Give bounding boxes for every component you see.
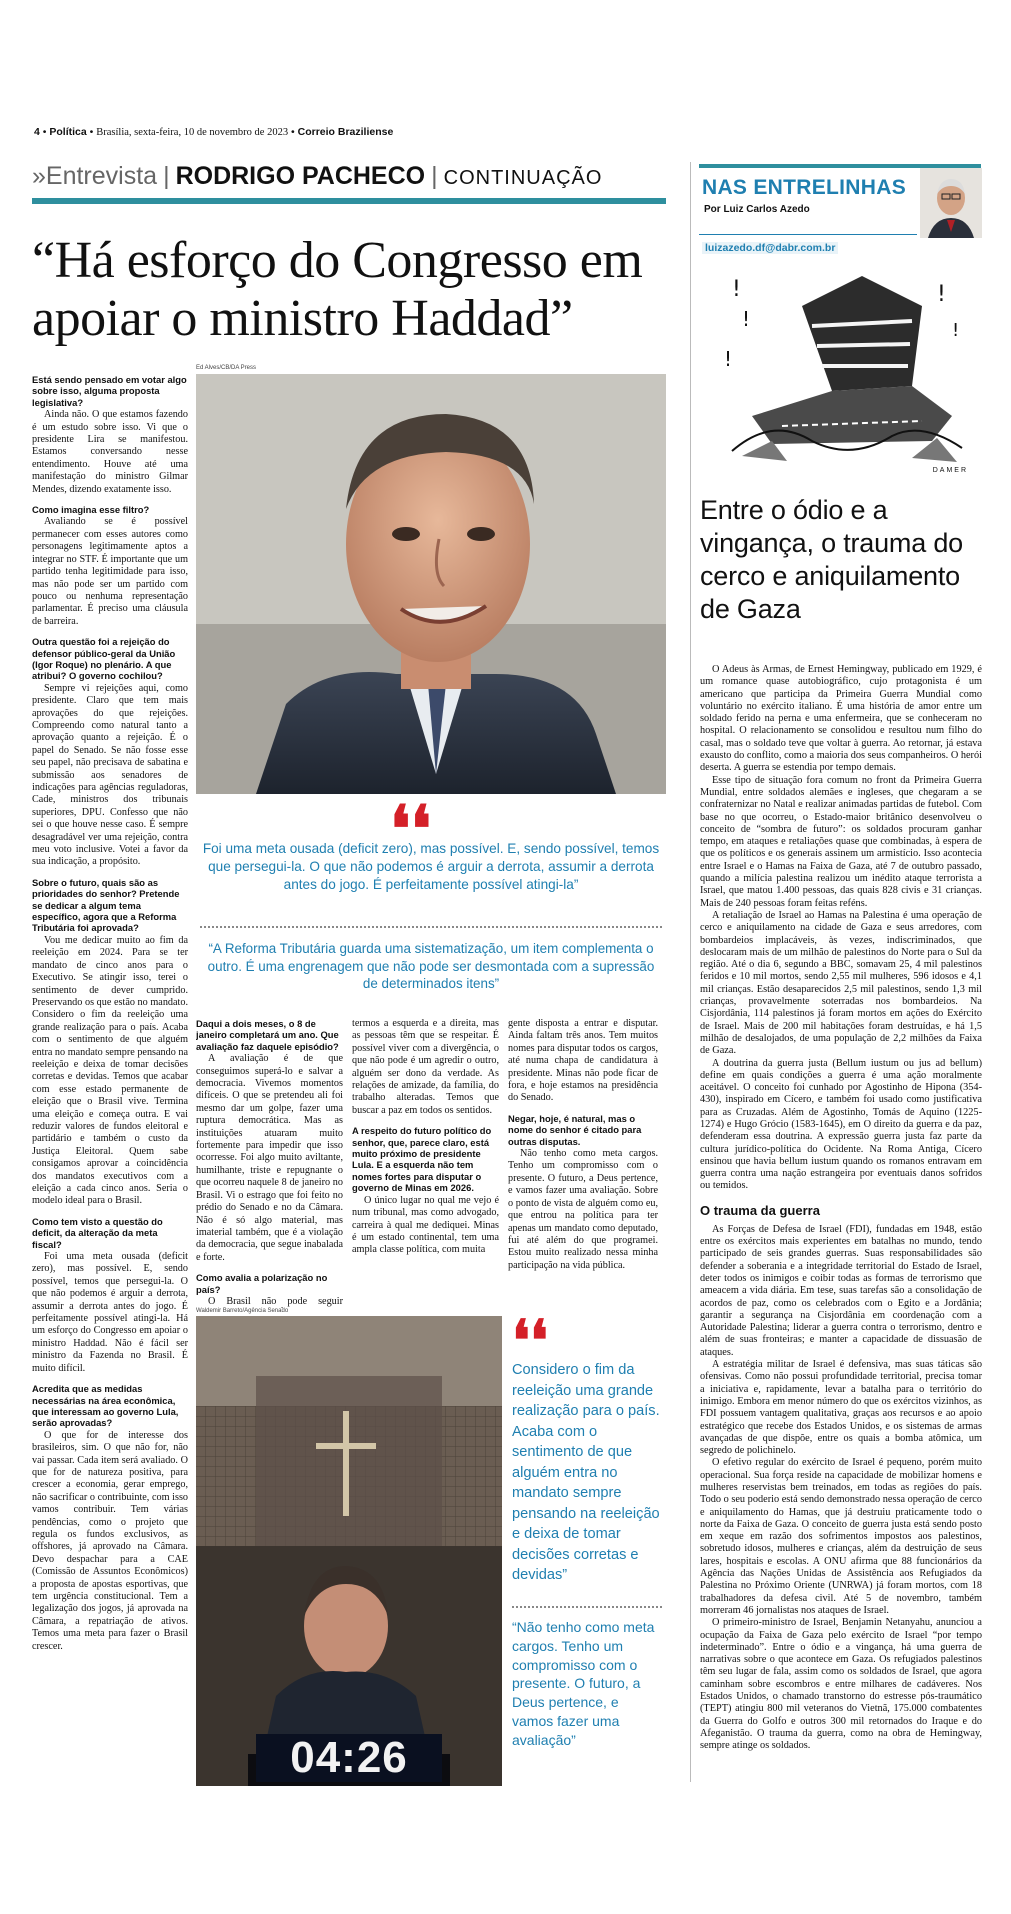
column-body [700, 664, 982, 1782]
interview-question: Sobre o futuro, quais são as prioridades do senhor? Pretende se dedicar a algum tema específico, agora que a Reforma Tributária foi aprovada? [32, 876, 180, 934]
interview-answer: Ainda não. O que estamos fazendo é um estudo sobre isso. Vi que o presidente Lira se manifestou. Estamos conversando nesse entendimento. Houve até uma manifestação do ministro Gilmar Mendes, dizendo exatamente isso. [32, 409, 188, 495]
section-kicker: »Entrevista [32, 162, 158, 190]
pull-quote-second: “A Reforma Tributária guarda uma sistematização, um item complementa o outro. É uma engrenagem que não pode ser desmontada com a supressão de determinados itens” [207, 941, 655, 991]
continuation-tag: CONTINUAÇÃO [443, 167, 603, 189]
interview-question: Como tem visto a questão do deficit, da alteração da meta fiscal? [32, 1215, 163, 1250]
columnist-avatar [920, 168, 982, 238]
senate-plenary-photo [196, 1316, 502, 1786]
column-name: NAS ENTRELINHAS [702, 176, 907, 199]
column-paragraph: O efetivo regular do exército de Israel é pequeno, porém muito operacional. Sua força reside na capacidade de mobilizar homens e mulheres reservistas bem treinados, em todas as regiões do país. Todo o seu poderio está sendo demonstrado nessa operação de cerco e aniquilamento do Hamas, que já destruiu praticamente todo o norte da Faixa de Gaza. O conceito de guerra justa está sendo posto em xeque em razão dos sofrimentos impostos aos palestinos, sobretudo idosos, mulheres e crianças, além da destruição de seus lares, hospitais e escolas. A ONU afirma que 88 funcionários da Agência das Nações Unidas de Assistência aos Refugiados da Palestina no Próximo Oriente (UNRWA) já foram mortos, com 18 trabalhadores da defesa civil. Até 5 de novembro, também morreram 46 jornalistas nos ataques de Israel. [700, 1457, 982, 1616]
interview-question: Daqui a dois meses, o 8 de janeiro completará um ano. Que avaliação faz daquele episódio? [196, 1018, 339, 1052]
pull-quote-rule [200, 926, 662, 928]
pull-quote-main: Foi uma meta ousada (deficit zero), mas possível. E, sendo possível, temos que persegui-la. O que não podemos é arguir a derrota, assumir a derrota antes do jogo. É perfeitamente possível atingi-la” [202, 841, 660, 892]
svg-text:!: ! [742, 307, 751, 331]
column-paragraph: Esse tipo de situação fora comum no front da Primeira Guerra Mundial, entre soldados alemães e ingleses, que chegaram a se confraternizar no Natal e realizar animadas partidas de futebol. Com base no que ocorreu, o Estado-maior britânico desenvolveu o conceito de “sombra de futuro”: os soldados procuram ganhar tempo, em ataques e retaliações quase que combinadas, à espera de que os políticos e os generais assinem um armistício. Isso acontecia entre Israel e o Hamas na Faixa de Gaza, até 7 de outubro passado, quando a milícia palestina realizou um inédito ataque terrorista a Israel, que matou 1.400 pessoas, das quais 828 civis e 31 crianças. Mais de 240 pessoas foram feitas reféns. [700, 774, 982, 909]
editorial-cartoon [712, 266, 974, 476]
section-header: »Entrevista | RODRIGO PACHECO | CONTINUAÇÃO [32, 162, 603, 190]
interview-answer: Sempre vi rejeições aqui, como presidente. Claro que tem mais aprovações do que rejeições. Compreendo como natural tanto a aprovação quanto a rejeição. É o papel do Senado. Se não fosse esse seu papel, não precisava de sabatina e submissão aos senadores de indicações para agências reguladoras, Cade, ministros dos tribunais superiores, DPU. Confesso que não sei o que houve nesse caso. É sempre desagradável ver uma rejeição, contra meu voto inclusive. Votei a favor da sua indicação, a propósito. [32, 682, 188, 868]
column-headline: Entre o ódio e a vingança, o trauma do cerco e aniquilamento de Gaza [700, 495, 963, 624]
interview-column-3 [352, 1018, 499, 1308]
interview-column-1 [32, 374, 188, 1774]
interview-answer-continued: gente disposta a entrar e disputar. Ainda faltam três anos. Tem muitos nomes para disputar todos os cargos, até numa chapa de candidatura à presidente. Minas não pode ficar de fora, e hoje estamos na presidência do Senado. [508, 1018, 658, 1104]
pull-quote-side-1: Considero o fim da reeleição uma grande realização para o país. Acaba com o sentimento de que alguém entra no mandato sempre pensando na reeleição e deixa de tomar decisões corretas e devidas” [512, 1362, 660, 1583]
interview-answer: Avaliando se é possível permanecer com esses autores como personagens legitimamente aptos a integrar no STF. É importante que um partido tenha legitimidade para isso, mas não pode ser um partido com pouco ou nenhuma representação parlamentar. É preciso uma cláusula de barreira. [32, 516, 188, 627]
interview-answer: O único lugar no qual me vejo é num tribunal, mas como advogado, carreira à qual me dediquei. Minas é um estado continental, tem uma ampla classe política, com muita [352, 1194, 499, 1256]
headline: “Há esforço do Congresso em apoiar o ministro Haddad” [32, 232, 643, 347]
interview-column-4 [508, 1018, 658, 1314]
column-paragraph: As Forças de Defesa de Israel (FDI), fundadas em 1948, estão entre os exércitos mais experientes em batalhas no mundo, tendo participado de seis grandes guerras. Suas responsabilidades são defender a soberania e a integridade territorial do Estado de Israel, deter todos os inimigos e coibir todas as formas de terrorismo que ameacem a vida diária. Em tese, suas tarefas são a consolidação de acordos de paz, como os celebrados com o Egito e a Jordânia; garantir a segurança na Cisjordânia em coordenação com a Autoridade Palestina; liderar a guerra contra o terrorismo, dentro e além de suas fronteiras; e manter a capacidade de dissuasão de ataques. [700, 1223, 982, 1358]
folio-page: 4 [34, 126, 40, 138]
interview-answer-continued: termos a esquerda e a direita, mas as pessoas têm que se respeitar. É possível viver com a divergência, o que não pode é um agredir o outro, alguém ser dono da verdade. As relações de amizade, da família, do trabalho alteradas. Temos que buscar a paz em todos os sentidos. [352, 1018, 499, 1116]
interview-question: Está sendo pensado em votar algo sobre isso, alguma proposta legislativa? [32, 374, 187, 408]
svg-text:!: ! [724, 347, 733, 371]
cartoon-signature: DAMER [932, 467, 968, 474]
column-paragraph: A estratégia militar de Israel é defensiva, mas suas táticas são ofensivas. Como não possui profundidade territorial, precisa tomar a iniciativa e, rapidamente, levar a batalha para o território do inimigo. Embora em menor número do que os exércitos vizinhos, as FDI possuem vantagem qualitativa, graças aos recursos e ao apoio estratégico que recebe dos Estados Unidos, e os sistemas de armas avançadas de que dispõe, entre os quais a bomba atômica, um segredo de polichinelo. [700, 1359, 982, 1457]
screen-clock: 04:26 [256, 1734, 442, 1782]
side-quote-rule [512, 1606, 662, 1608]
quote-mark-icon-2: ❛❛ [512, 1311, 549, 1373]
column-author: Por Luiz Carlos Azedo [704, 204, 810, 215]
interview-answer: O Brasil não pode seguir [208, 1295, 343, 1307]
photo2-credit: Waldemir Barreto/Agência Senado [196, 1308, 289, 1314]
header-rule [32, 198, 666, 204]
interview-answer: Vou me dedicar muito ao fim da reeleição em 2024. Para se ter mandato de cinco anos para o Executivo. Se atingir isso, terei o sentimento de dever cumprido. Preservando os que estão no mandato. Considero o fim da reeleição uma grande realização para o país. Acaba com o sentimento de que alguém entra no mandato sempre pensando na reeleição e deixa de tomar decisões corretas e devidas. Temos que acabar com esse estado permanente de eleição que o Brasil vive. Termina uma eleição e começa outra. E vai reduzir valores de fundos eleitoral e partidário e também o custo da Justiça Eleitoral. Quem sabe consigamos aprovar a coincidência dos mandatos executivos com a eleição a cada cinco anos. Seria o modelo ideal para o Brasil. [32, 934, 188, 1207]
column-paragraph: O primeiro-ministro de Israel, Benjamin Netanyahu, anunciou a ocupação da Faixa de Gaza pelo exército de Israel “por tempo indeterminado”. Entre o ódio e a vingança, há uma guerra de narrativas sobre o que acontece em Gaza. Os refugiados palestinos têm seu lugar de fala, assim como os soldados de Israel, que agora caminham sobre escombros e entre milhares de cadáveres. Nos Estados Unidos, o chamado transtorno do estresse pós-traumático (TEPT) atingiu 800 mil veteranos do Vietnã, 175.000 combatentes da Guerra do Golfo e outros 300 mil retornados do Iraque e do Afeganistão. O trauma da guerra, como na obra de Hemingway, sempre atinge os soldados. [700, 1617, 982, 1752]
svg-text:!: ! [732, 277, 741, 302]
interview-column-2 [196, 1018, 343, 1308]
plenary-illustration [196, 1316, 502, 1786]
cartoon-illustration [712, 266, 974, 476]
interview-question: Negar, hoje, é natural, mas o nome do senhor é citado para outras disputas. [508, 1112, 642, 1147]
folio-section: Política [49, 126, 87, 138]
svg-text:!: ! [952, 320, 960, 341]
portrait-illustration [196, 374, 666, 794]
folio-paper: Correio Braziliense [297, 126, 394, 138]
interview-question: A respeito do futuro político do senhor, que, parece claro, está muito próximo de presidente Lula. E a esquerda não tem nomes fortes para disputar o governo de Minas em 2026. [352, 1125, 492, 1194]
interviewee-name: RODRIGO PACHECO [175, 162, 426, 190]
photo1-credit: Ed Alves/CB/DA Press [196, 365, 257, 371]
svg-text:!: ! [937, 282, 946, 307]
interview-answer: A avaliação é de que conseguimos superá-lo e salvar a democracia. Vivemos momentos difíceis. O que se pretendeu ali foi mesmo dar um golpe, fazer uma ruptura democrática. Mas as instituições atuaram muito fortemente para impedir que isso ocorresse. Foi algo muito aviltante, humilhante, triste e repugnante o que ocorreu naquele 8 de janeiro no Brasil. Vi o estrago que foi feito no prédio do Senado e no da Câmara. Não é só algo material, mas imaterial também, que é a violação da democracia, que segue inabalada e forte. [196, 1053, 343, 1263]
folio: 4 • Política • Brasília, sexta-feira, 10 de novembro de 2023 • Correio Braziliense [34, 126, 394, 138]
folio-date: Brasília, sexta-feira, 10 de novembro de 2023 [96, 127, 289, 138]
quote-mark-icon: ❛❛ [390, 794, 432, 865]
interview-question: Acredita que as medidas necessárias na área econômica, que interessam ao governo Lula, serão aprovadas? [32, 1383, 179, 1429]
column-email: luizazedo.df@dabr.com.br [702, 242, 838, 254]
interview-question: Como avalia a polarização no país? [196, 1272, 328, 1295]
column-paragraph: O Adeus às Armas, de Ernest Hemingway, publicado em 1929, é um romance quase autobiográfico, cujo protagonista é um americano que participa da Primeira Guerra Mundial como voluntário no exército italiano. É uma história de amor entre um soldado ferido na perna e uma enfermeira, que se conheceram no hospital. O relacionamento se consolidou e resultou num filho do casal, mas o soldado teve que voltar à guerra. Ao retornar, já estava exausto do conflito, como a maioria dos seus companheiros. O herói deserta. A guerra se estendia por tempo demais. [700, 664, 982, 774]
pacheco-portrait-photo [196, 374, 666, 794]
pull-quote-side-2: “Não tenho como meta cargos. Tenho um compromisso com o presente. O futuro, a Deus pertence, e vamos fazer uma avaliação” [512, 1619, 655, 1748]
column-mid-rule [699, 234, 917, 235]
avatar-illustration [920, 168, 982, 238]
column-subhead: O trauma da guerra [700, 1202, 820, 1218]
column-paragraph: A retaliação de Israel ao Hamas na Palestina é uma operação de cerco e aniquilamento na cidade de Gaza e seus arredores, com bombardeios implacáveis, às vezes, indiscriminados, que deslocaram mais de um milhão de palestinos do Norte para o Sul da região. Até o dia 6, segundo a BBC, somavam 25, 4 mil palestinos feridos e 10 mil mortos, sendo 2,55 mil mulheres, 596 idosos e 4,1 mil crianças. Estão desaparecidos 2,5 mil palestinos, sendo 1,3 mil crianças, provavelmente soterradas nos bombardeios. Na Cisjordânia, 114 palestinos já foram mortos em ações do Exército de Israel. Mais de 200 mil habitações foram destruídas, e há 1,5 milhão de desalojados, de uma população de 2,2 milhões da Faixa de Gaza. [700, 909, 982, 1057]
column-vertical-rule [690, 162, 691, 1782]
interview-question: Outra questão foi a rejeição do defensor público-geral da União (Igor Roque) no plenário. A que atribui? O governo cochilou? [32, 636, 176, 682]
interview-answer: Foi uma meta ousada (deficit zero), mas possível. E, sendo possível, temos que persegui-la. O que não podemos é arguir a derrota, assumir a derrota antes do jogo. É perfeitamente possível atingi-la. Há um esforço do Congresso em apoiar o ministro Haddad. Não é fácil ser ministro da Fazenda no Brasil. É muito difícil. [32, 1251, 188, 1374]
interview-answer: Não tenho como meta cargos. Tenho um compromisso com o presente. O futuro, a Deus pertence, e vamos fazer uma avaliação. Sobre o ponto de vista de alguém como eu, que entrou na política para ter apenas um mandato como deputado, fui até além do que programei. Estou muito realizado nessa minha participação na vida pública. [508, 1148, 658, 1271]
interview-question: Como imagina esse filtro? [32, 504, 150, 516]
interview-answer: O que for de interesse dos brasileiros, sim. O que não for, não vai passar. Cada item será avaliado. O que for de natureza positiva, para crescer a economia, gerar emprego, não sacrificar o contribuinte, com isso vamos contribuir. Tem várias pendências, como o projeto que regula os fundos exclusivos, as offshores, já aprovado na Câmara. Devo despachar para a CAE (Comissão de Assuntos Econômicos) a proposta de apostas esportivas, que tem urgência constitucional. Tem a legalização dos jogos, já aprovada na Câmara, a repatriação de ativos. Temos uma meta para fazer o Brasil crescer. [32, 1429, 188, 1652]
column-paragraph: A doutrina da guerra justa (Bellum iustum ou jus ad bellum) define em quais condições a guerra é uma ação moralmente aceitável. O conceito foi cunhado por Agostinho de Hipona (354-430), inspirado em Cícero, e também foi usado como justificativa para as Cruzadas. Além de Agostinho, Tomás de Aquino (1225-1274) e Hugo Grócio (1583-1645), em O direito da guerra e da paz, defenderam essa doutrina. A expressão guerra justa faz parte da cultura jurídico-política do Ocidente. Na Roma Antiga, Cícero ensinou que havia bellum iustum quando os romanos entravam em guerra contra uma nação estrangeira por eventuais danos sofridos ou temidos. [700, 1057, 982, 1192]
